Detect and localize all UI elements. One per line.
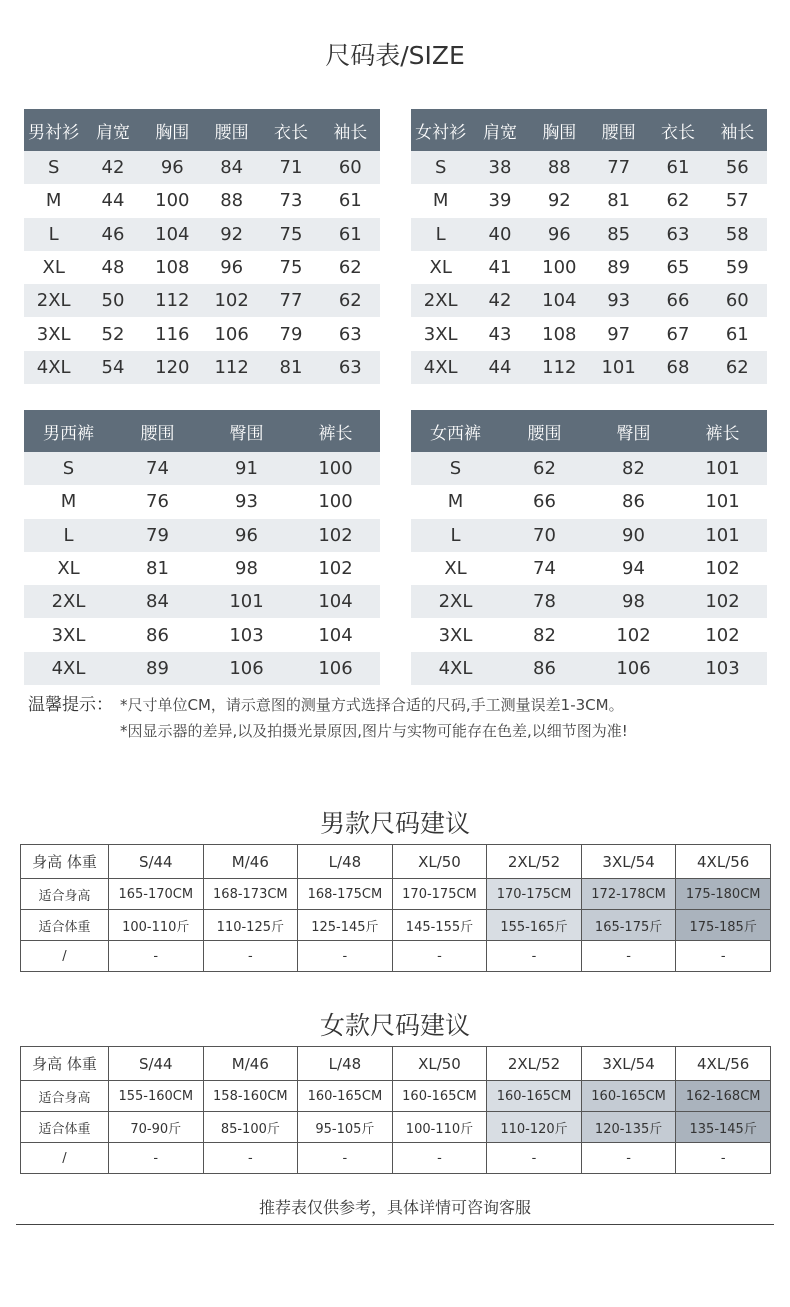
table-cell: 71 [261, 151, 320, 184]
table-cell: 165-175斤 [581, 910, 676, 941]
table-row [21, 941, 771, 972]
column-header: 臀围 [589, 410, 678, 452]
table-cell: 104 [291, 585, 380, 618]
table-cell: 135-145斤 [676, 1112, 771, 1143]
table-cell: 59 [708, 251, 767, 284]
column-header: 男西裤 [24, 410, 113, 452]
table-cell: 63 [321, 351, 380, 384]
table-cell: 61 [321, 184, 380, 217]
table-cell: S [24, 151, 83, 184]
table-cell: - [487, 1143, 582, 1174]
table-cell: 102 [291, 552, 380, 585]
table-cell: 112 [530, 351, 589, 384]
column-header: 衣长 [261, 109, 320, 151]
table-cell: 172-178CM [581, 879, 676, 910]
table-cell: 168-173CM [203, 879, 298, 910]
size-header: 2XL/52 [487, 1047, 582, 1081]
table-cell: 110-125斤 [203, 910, 298, 941]
table-cell: 52 [83, 317, 142, 350]
size-header: 4XL/56 [676, 1047, 771, 1081]
table-cell: 155-165斤 [487, 910, 582, 941]
table-cell: 170-175CM [487, 879, 582, 910]
table-cell: 100-110斤 [109, 910, 204, 941]
table-cell: 70 [500, 519, 589, 552]
table-cell: 120 [143, 351, 202, 384]
footer-note: 推荐表仅供参考，具体详情可咨询客服 [258, 1198, 531, 1217]
table-cell: - [581, 1143, 676, 1174]
table-cell: 103 [202, 618, 291, 651]
table-cell: 85 [589, 218, 648, 251]
table-cell: 74 [113, 452, 202, 485]
table-cell: 42 [470, 284, 529, 317]
table-cell: - [298, 941, 393, 972]
table-cell: 103 [678, 652, 767, 685]
table-row [21, 1112, 771, 1143]
table-row [24, 351, 380, 384]
table-row [411, 519, 767, 552]
table-cell: 100 [143, 184, 202, 217]
table-row [411, 251, 767, 284]
table-cell: - [487, 941, 582, 972]
men-recommendation-title: 男款尺码建议 [319, 809, 470, 838]
table-cell: S [411, 151, 470, 184]
table-cell: 145-155斤 [392, 910, 487, 941]
row-label: 适合体重 [21, 910, 109, 941]
column-header: 腰围 [589, 109, 648, 151]
table-cell: 96 [143, 151, 202, 184]
table-header-row [411, 410, 767, 452]
column-header: 裤长 [291, 410, 380, 452]
table-cell: 92 [202, 218, 261, 251]
size-header: L/48 [298, 1047, 393, 1081]
table-cell: 102 [589, 618, 678, 651]
table-cell: 58 [708, 218, 767, 251]
table-row [411, 552, 767, 585]
table-cell: XL [24, 251, 83, 284]
table-cell: 40 [470, 218, 529, 251]
table-cell: - [109, 1143, 204, 1174]
table-row [411, 652, 767, 685]
size-notes [28, 692, 628, 744]
row-label: 适合身高 [21, 879, 109, 910]
size-header: XL/50 [392, 1047, 487, 1081]
column-header: 腰围 [202, 109, 261, 151]
men-pants-table [24, 410, 380, 685]
table-cell: 102 [678, 618, 767, 651]
table-cell: 78 [500, 585, 589, 618]
table-row [24, 585, 380, 618]
table-row [24, 485, 380, 518]
table-cell: 108 [143, 251, 202, 284]
column-header: 衣长 [648, 109, 707, 151]
table-cell: 54 [83, 351, 142, 384]
table-cell: 160-165CM [298, 1081, 393, 1112]
column-header: 肩宽 [470, 109, 529, 151]
table-cell: L [411, 218, 470, 251]
table-row [411, 151, 767, 184]
table-header-row [21, 845, 771, 879]
table-cell: 96 [530, 218, 589, 251]
table-cell: 2XL [411, 585, 500, 618]
table-cell: 77 [589, 151, 648, 184]
table-cell: L [24, 519, 113, 552]
table-cell: 60 [708, 284, 767, 317]
table-cell: 95-105斤 [298, 1112, 393, 1143]
table-row [21, 1081, 771, 1112]
table-cell: 98 [589, 585, 678, 618]
table-cell: 46 [83, 218, 142, 251]
women-shirt-table [411, 109, 767, 384]
table-cell: 50 [83, 284, 142, 317]
table-cell: 97 [589, 317, 648, 350]
table-cell: 102 [678, 552, 767, 585]
table-row [411, 317, 767, 350]
table-cell: 116 [143, 317, 202, 350]
table-header-row [411, 109, 767, 151]
men-recommendation-table [20, 844, 771, 972]
table-cell: 170-175CM [392, 879, 487, 910]
table-cell: 41 [470, 251, 529, 284]
table-cell: 42 [83, 151, 142, 184]
table-cell: 70-90斤 [109, 1112, 204, 1143]
table-cell: 3XL [24, 317, 83, 350]
table-cell: 4XL [24, 652, 113, 685]
notes-line: *因显示器的差异,以及拍摄光景原因,图片与实物可能存在色差,以细节图为准! [120, 722, 628, 740]
table-cell: 102 [678, 585, 767, 618]
table-cell: 57 [708, 184, 767, 217]
table-cell: - [109, 941, 204, 972]
table-cell: 104 [530, 284, 589, 317]
table-cell: 88 [530, 151, 589, 184]
table-cell: 98 [202, 552, 291, 585]
column-header: 裤长 [678, 410, 767, 452]
table-row [21, 1143, 771, 1174]
table-cell: 81 [589, 184, 648, 217]
column-header: 女衬衫 [411, 109, 470, 151]
table-cell: 108 [530, 317, 589, 350]
table-cell: 77 [261, 284, 320, 317]
table-row [411, 618, 767, 651]
table-cell: 158-160CM [203, 1081, 298, 1112]
table-cell: 65 [648, 251, 707, 284]
table-cell: XL [411, 251, 470, 284]
table-cell: 73 [261, 184, 320, 217]
table-cell: 100 [530, 251, 589, 284]
table-cell: 82 [589, 452, 678, 485]
table-cell: 101 [678, 519, 767, 552]
table-cell: 162-168CM [676, 1081, 771, 1112]
table-cell: 160-165CM [581, 1081, 676, 1112]
table-cell: 86 [500, 652, 589, 685]
column-header: 腰围 [500, 410, 589, 452]
row-label: 身高 体重 [21, 845, 109, 879]
table-cell: 175-185斤 [676, 910, 771, 941]
table-row [24, 652, 380, 685]
table-header-row [21, 1047, 771, 1081]
table-row [24, 284, 380, 317]
table-cell: M [24, 485, 113, 518]
table-cell: 2XL [411, 284, 470, 317]
table-cell: 62 [708, 351, 767, 384]
row-label: / [21, 941, 109, 972]
table-cell: 168-175CM [298, 879, 393, 910]
footer-divider [16, 1224, 774, 1225]
table-cell: 63 [648, 218, 707, 251]
size-header: L/48 [298, 845, 393, 879]
table-cell: 66 [648, 284, 707, 317]
table-cell: 75 [261, 218, 320, 251]
women-recommendation-title: 女款尺码建议 [319, 1011, 470, 1040]
table-cell: 75 [261, 251, 320, 284]
men-shirt-table [24, 109, 380, 384]
notes-line: *尺寸单位CM，请示意图的测量方式选择合适的尺码,手工测量误差1-3CM。 [120, 696, 624, 714]
table-cell: 86 [113, 618, 202, 651]
table-cell: 100 [291, 452, 380, 485]
table-cell: 79 [261, 317, 320, 350]
table-cell: 79 [113, 519, 202, 552]
table-cell: 44 [83, 184, 142, 217]
table-cell: 106 [291, 652, 380, 685]
table-cell: 4XL [411, 351, 470, 384]
table-cell: 89 [113, 652, 202, 685]
table-header-row [24, 109, 380, 151]
table-cell: 4XL [411, 652, 500, 685]
table-cell: 74 [500, 552, 589, 585]
table-cell: 101 [678, 452, 767, 485]
table-row [24, 519, 380, 552]
table-cell: - [676, 941, 771, 972]
table-cell: 101 [202, 585, 291, 618]
table-cell: 112 [143, 284, 202, 317]
table-cell: 100-110斤 [392, 1112, 487, 1143]
table-cell: 175-180CM [676, 879, 771, 910]
table-cell: - [203, 1143, 298, 1174]
table-cell: 96 [202, 519, 291, 552]
table-cell: 160-165CM [392, 1081, 487, 1112]
table-cell: - [298, 1143, 393, 1174]
table-cell: 155-160CM [109, 1081, 204, 1112]
table-cell: 86 [589, 485, 678, 518]
table-cell: 63 [321, 317, 380, 350]
table-cell: 110-120斤 [487, 1112, 582, 1143]
table-cell: 81 [261, 351, 320, 384]
table-cell: 101 [678, 485, 767, 518]
size-header: S/44 [109, 845, 204, 879]
table-cell: L [24, 218, 83, 251]
size-header: S/44 [109, 1047, 204, 1081]
table-row [411, 184, 767, 217]
table-row [21, 910, 771, 941]
table-cell: 67 [648, 317, 707, 350]
table-cell: 2XL [24, 284, 83, 317]
table-cell: 68 [648, 351, 707, 384]
table-cell: XL [24, 552, 113, 585]
table-row [24, 552, 380, 585]
table-row [411, 218, 767, 251]
column-header: 胸围 [530, 109, 589, 151]
column-header: 女西裤 [411, 410, 500, 452]
column-header: 袖长 [708, 109, 767, 151]
table-cell: 66 [500, 485, 589, 518]
size-header: 4XL/56 [676, 845, 771, 879]
table-cell: 92 [530, 184, 589, 217]
table-row [411, 585, 767, 618]
table-cell: M [24, 184, 83, 217]
table-cell: 3XL [411, 317, 470, 350]
table-cell: 61 [321, 218, 380, 251]
notes-label: 温馨提示： [28, 695, 113, 715]
table-row [24, 317, 380, 350]
table-cell: 101 [589, 351, 648, 384]
table-cell: 44 [470, 351, 529, 384]
size-header: 2XL/52 [487, 845, 582, 879]
column-header: 袖长 [321, 109, 380, 151]
table-cell: 84 [113, 585, 202, 618]
table-cell: - [581, 941, 676, 972]
table-cell: 106 [202, 317, 261, 350]
table-cell: 3XL [411, 618, 500, 651]
table-cell: 81 [113, 552, 202, 585]
women-recommendation-table [20, 1046, 771, 1174]
table-cell: 62 [321, 251, 380, 284]
table-cell: - [203, 941, 298, 972]
table-cell: M [411, 485, 500, 518]
row-label: / [21, 1143, 109, 1174]
table-cell: M [411, 184, 470, 217]
table-row [24, 218, 380, 251]
table-cell: S [24, 452, 113, 485]
table-row [24, 184, 380, 217]
table-cell: 43 [470, 317, 529, 350]
size-header: 3XL/54 [581, 1047, 676, 1081]
table-cell: 94 [589, 552, 678, 585]
table-cell: 93 [202, 485, 291, 518]
table-cell: 56 [708, 151, 767, 184]
table-row [21, 879, 771, 910]
table-cell: L [411, 519, 500, 552]
table-cell: 85-100斤 [203, 1112, 298, 1143]
table-cell: 39 [470, 184, 529, 217]
table-cell: 96 [202, 251, 261, 284]
table-cell: 61 [648, 151, 707, 184]
table-row [24, 251, 380, 284]
table-cell: 120-135斤 [581, 1112, 676, 1143]
page-title: 尺码表/SIZE [325, 41, 465, 70]
table-cell: 38 [470, 151, 529, 184]
table-cell: 82 [500, 618, 589, 651]
table-cell: 88 [202, 184, 261, 217]
table-cell: 104 [143, 218, 202, 251]
table-cell: 2XL [24, 585, 113, 618]
table-cell: 76 [113, 485, 202, 518]
table-cell: 125-145斤 [298, 910, 393, 941]
table-cell: 104 [291, 618, 380, 651]
table-cell: 93 [589, 284, 648, 317]
table-cell: 165-170CM [109, 879, 204, 910]
table-cell: 102 [291, 519, 380, 552]
table-cell: 106 [202, 652, 291, 685]
table-cell: 102 [202, 284, 261, 317]
table-row [411, 351, 767, 384]
table-cell: 3XL [24, 618, 113, 651]
table-cell: 60 [321, 151, 380, 184]
table-cell: S [411, 452, 500, 485]
table-cell: 89 [589, 251, 648, 284]
size-header: XL/50 [392, 845, 487, 879]
size-header: M/46 [203, 845, 298, 879]
table-header-row [24, 410, 380, 452]
table-row [411, 284, 767, 317]
table-cell: 100 [291, 485, 380, 518]
table-cell: 84 [202, 151, 261, 184]
size-header: M/46 [203, 1047, 298, 1081]
table-cell: XL [411, 552, 500, 585]
column-header: 胸围 [143, 109, 202, 151]
column-header: 肩宽 [83, 109, 142, 151]
row-label: 身高 体重 [21, 1047, 109, 1081]
table-row [411, 452, 767, 485]
size-header: 3XL/54 [581, 845, 676, 879]
table-cell: 61 [708, 317, 767, 350]
table-cell: 90 [589, 519, 678, 552]
table-cell: 62 [648, 184, 707, 217]
table-cell: 48 [83, 251, 142, 284]
table-row [24, 151, 380, 184]
table-row [411, 485, 767, 518]
row-label: 适合体重 [21, 1112, 109, 1143]
table-cell: 62 [500, 452, 589, 485]
table-row [24, 452, 380, 485]
table-cell: 62 [321, 284, 380, 317]
row-label: 适合身高 [21, 1081, 109, 1112]
column-header: 腰围 [113, 410, 202, 452]
table-cell: 106 [589, 652, 678, 685]
table-cell: 91 [202, 452, 291, 485]
women-pants-table [411, 410, 767, 685]
table-cell: - [676, 1143, 771, 1174]
table-cell: - [392, 941, 487, 972]
table-cell: - [392, 1143, 487, 1174]
table-cell: 160-165CM [487, 1081, 582, 1112]
column-header: 男衬衫 [24, 109, 83, 151]
table-row [24, 618, 380, 651]
table-cell: 4XL [24, 351, 83, 384]
column-header: 臀围 [202, 410, 291, 452]
table-cell: 112 [202, 351, 261, 384]
